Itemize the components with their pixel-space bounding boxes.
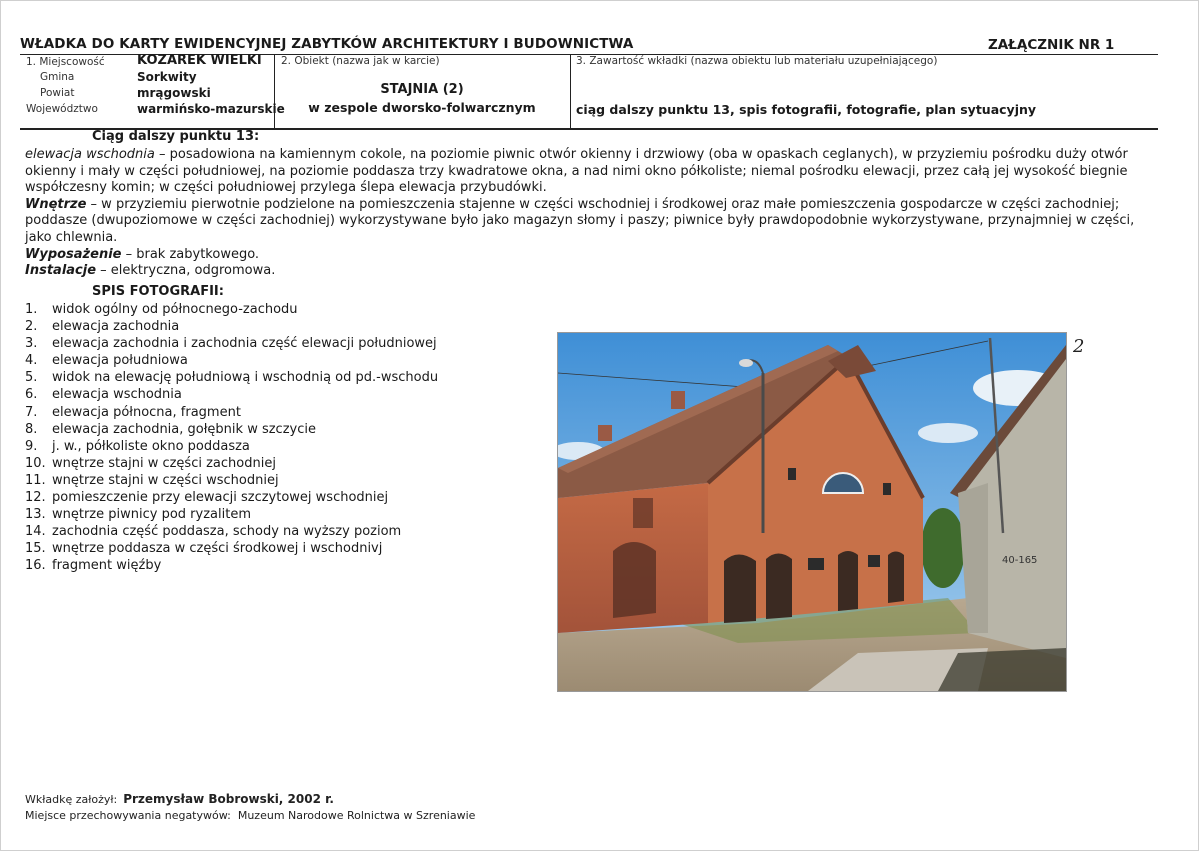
storage-label: Miejsce przechowywania negatywów: bbox=[25, 809, 231, 822]
column-divider-1 bbox=[274, 55, 275, 128]
storage-line bbox=[25, 809, 475, 822]
photo-number: 2 bbox=[1073, 336, 1085, 357]
list-item-text: j. w., półkoliste okno poddasza bbox=[52, 438, 250, 454]
list-item-text: elewacja zachodnia i zachodnia część elewacji południowej bbox=[52, 336, 437, 352]
installations-label: Instalacje bbox=[25, 263, 97, 279]
list-item-number: 12. bbox=[25, 490, 46, 506]
stable-photograph bbox=[557, 332, 1067, 692]
founder-value: Przemysław Bobrowski, 2002 r. bbox=[123, 792, 334, 806]
list-item-text: zachodnia część poddasza, schody na wyższy poziom bbox=[52, 524, 402, 540]
list-item bbox=[25, 301, 495, 318]
stable-photograph-image bbox=[558, 333, 1066, 691]
county-value: mrągowski bbox=[137, 86, 211, 100]
east-elevation-paragraph bbox=[25, 147, 1145, 197]
list-item-number: 3. bbox=[25, 336, 38, 352]
wall-marking: 40-165 bbox=[1002, 555, 1038, 566]
list-item bbox=[25, 506, 495, 523]
installations-paragraph bbox=[25, 263, 1145, 280]
photo-list-heading: SPIS FOTOGRAFII: bbox=[92, 284, 224, 299]
list-item-number: 16. bbox=[25, 558, 46, 574]
founder-label: Wkładkę założył: bbox=[25, 793, 118, 806]
column-divider-2 bbox=[570, 55, 571, 128]
list-item-text: wnętrze stajni w części wschodniej bbox=[52, 472, 279, 488]
list-item-number: 9. bbox=[25, 438, 38, 454]
list-item bbox=[25, 352, 495, 369]
storage-value: Muzeum Narodowe Rolnictwa w Szreniawie bbox=[237, 809, 476, 822]
list-item-number: 13. bbox=[25, 507, 46, 523]
contents-value: ciąg dalszy punktu 13, spis fotografii, fotografie, plan sytuacyjny bbox=[576, 102, 1037, 117]
east-elevation-label: elewacja wschodnia bbox=[25, 147, 155, 162]
list-item-number: 6. bbox=[25, 387, 38, 403]
list-item bbox=[25, 421, 495, 438]
list-item-number: 2. bbox=[25, 319, 38, 335]
list-item-text: wnętrze poddasza w części środkowej i wschodnivj bbox=[52, 541, 383, 557]
list-item bbox=[25, 318, 495, 335]
place-label: 1. Miejscowość bbox=[26, 56, 105, 68]
list-item-text: elewacja wschodnia bbox=[52, 387, 182, 403]
photo-list bbox=[25, 301, 495, 575]
list-item-number: 11. bbox=[25, 472, 46, 488]
object-caption: 2. Obiekt (nazwa jak w karcie) bbox=[281, 55, 440, 67]
list-item-number: 5. bbox=[25, 370, 38, 386]
continuation-body bbox=[25, 147, 1145, 280]
installations-text: – elektryczna, odgromowa. bbox=[96, 263, 276, 279]
list-item bbox=[25, 489, 495, 506]
list-item-number: 4. bbox=[25, 353, 38, 369]
list-item bbox=[25, 472, 495, 489]
county-label: Powiat bbox=[40, 87, 75, 99]
list-item-text: wnętrze stajni w części zachodniej bbox=[52, 455, 276, 471]
founder-line bbox=[25, 792, 334, 806]
voivodeship-label: Województwo bbox=[26, 103, 98, 115]
list-item-number: 15. bbox=[25, 541, 46, 557]
equipment-text: – brak zabytkowego. bbox=[121, 246, 260, 262]
list-item bbox=[25, 438, 495, 455]
list-item bbox=[25, 404, 495, 421]
list-item-text: wnętrze piwnicy pod ryzalitem bbox=[52, 507, 251, 523]
list-item bbox=[25, 386, 495, 403]
interior-text: – w przyziemiu pierwotnie podzielone na pomieszczenia stajenne w części wschodniej i środkowej oraz małe pomieszczenia gospodarcze w części zachodniej; poddasze (dwupoziomowe w części zachodniej) wykorzystywane było jako magazyn słomy i paszy; piwnice były prawdopodobnie wykorzystywane, przynajmniej w części, jako chlewnia. bbox=[25, 196, 1135, 245]
object-subtitle: w zespole dworsko-folwarcznym bbox=[308, 100, 536, 115]
list-item-text: widok ogólny od północnego-zachodu bbox=[52, 302, 298, 317]
list-item-number: 14. bbox=[25, 524, 46, 540]
list-item bbox=[25, 540, 495, 557]
list-item-number: 8. bbox=[25, 421, 38, 437]
equipment-label: Wyposażenie bbox=[25, 246, 122, 262]
commune-label: Gmina bbox=[40, 71, 75, 83]
contents-caption: 3. Zawartość wkładki (nazwa obiektu lub materiału uzupełniającego) bbox=[576, 55, 938, 67]
voivodeship-value: warmińsko-mazurskie bbox=[137, 102, 285, 116]
list-item bbox=[25, 335, 495, 352]
object-name: STAJNIA (2) bbox=[380, 82, 464, 97]
interior-paragraph bbox=[25, 197, 1145, 247]
list-item-text: widok na elewację południową i wschodnią od pd.-wschodu bbox=[52, 370, 439, 386]
list-item-text: elewacja zachodnia bbox=[52, 319, 180, 335]
list-item-text: elewacja południowa bbox=[52, 353, 188, 369]
list-item-number: 1. bbox=[25, 302, 38, 317]
place-value: KOZAREK WIELKI bbox=[137, 53, 262, 68]
list-item bbox=[25, 523, 495, 540]
east-elevation-text: – posadowiona na kamiennym cokole, na poziomie piwnic otwór okienny i drzwiowy (oba w opaskach ceglanych), w przyziemiu pośrodku duży otwór okienny i mały w części południowej, na poziomie poddasza trzy kwadratowe okna, a nad nimi okno półkoliste; niemal pośrodku elewacji, przez całą jej wysokość biegnie współczesny komin; w części południowej przylega ślepa elewacja przybudówki. bbox=[25, 147, 1128, 196]
list-item bbox=[25, 455, 495, 472]
list-item-text: elewacja zachodnia, gołębnik w szczycie bbox=[52, 421, 316, 437]
list-item-text: fragment więźby bbox=[52, 558, 162, 574]
annex-label: ZAŁĄCZNIK NR 1 bbox=[988, 37, 1115, 53]
list-item bbox=[25, 369, 495, 386]
interior-label: Wnętrze bbox=[25, 196, 87, 212]
list-item-text: elewacja północna, fragment bbox=[52, 404, 241, 420]
equipment-paragraph bbox=[25, 247, 1145, 264]
continuation-heading: Ciąg dalszy punktu 13: bbox=[92, 129, 260, 144]
document-title: WŁADKA DO KARTY EWIDENCYJNEJ ZABYTKÓW ARCHITEKTURY I BUDOWNICTWA bbox=[20, 36, 634, 52]
commune-value: Sorkwity bbox=[137, 70, 197, 84]
list-item bbox=[25, 557, 495, 574]
list-item-text: pomieszczenie przy elewacji szczytowej wschodniej bbox=[52, 490, 389, 506]
list-item-number: 10. bbox=[25, 455, 46, 471]
list-item-number: 7. bbox=[25, 404, 38, 420]
